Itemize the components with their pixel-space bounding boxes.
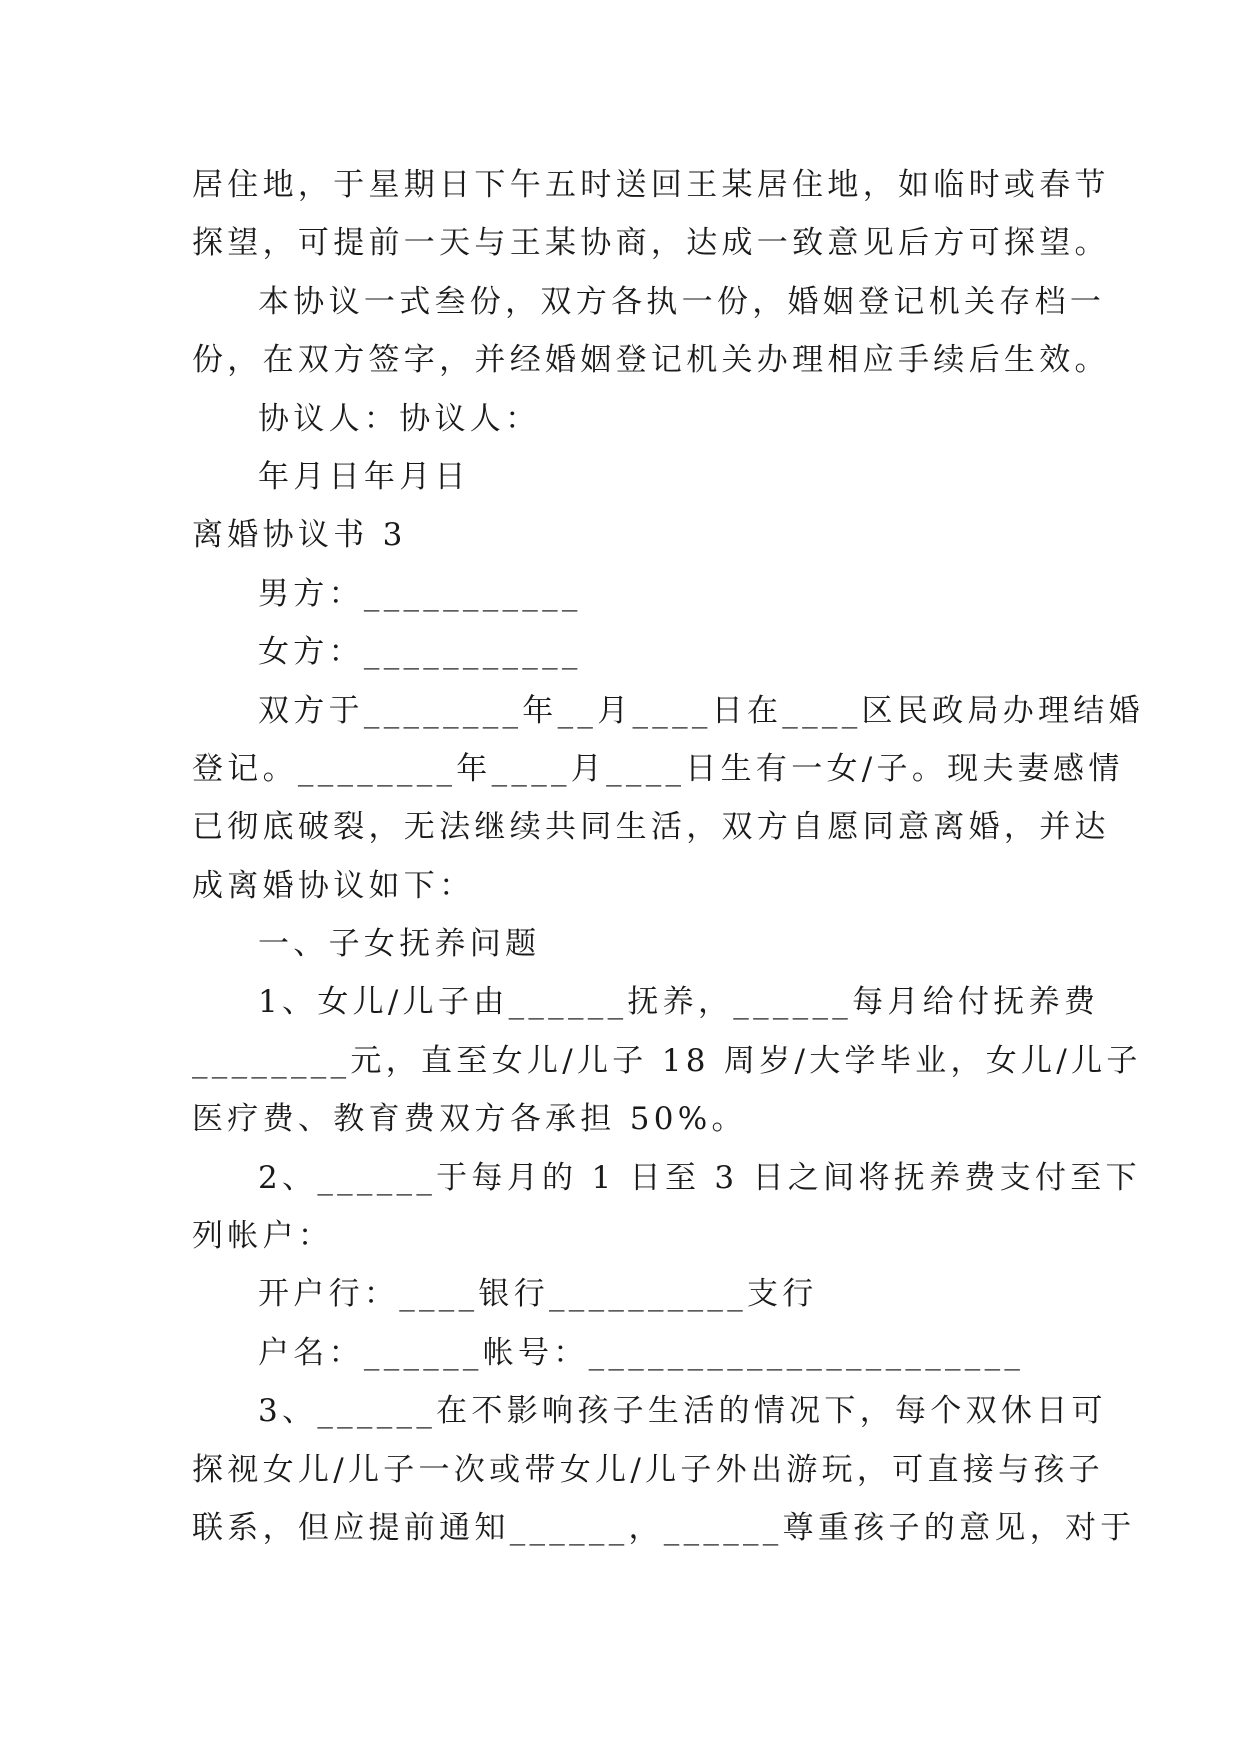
text-line: 本协议一式叁份，双方各执一份，婚姻登记机关存档一 xyxy=(258,283,1106,320)
bank-line: 开户行：____银行__________支行 xyxy=(258,1276,818,1313)
text-line: 居住地，于星期日下午五时送回王某居住地，如临时或春节 xyxy=(192,167,1110,203)
date-line: 年月日年月日 xyxy=(258,458,470,495)
text-line: 联系，但应提前通知______，______尊重孩子的意见，对于 xyxy=(192,1509,1136,1546)
female-party-line: 女方：___________ xyxy=(258,634,582,671)
text-line: 登记。________年____月____日生有一女/子。现夫妻感情 xyxy=(192,750,1124,787)
text-line: 1、女儿/儿子由______抚养，______每月给付抚养费 xyxy=(258,984,1100,1021)
text-line: 探视女儿/儿子一次或带女儿/儿子外出游玩，可直接与孩子 xyxy=(192,1451,1104,1488)
text-line: 3、______在不影响孩子生活的情况下，每个双休日可 xyxy=(258,1393,1107,1430)
text-line: 已彻底破裂，无法继续共同生活，双方自愿同意离婚，并达 xyxy=(192,809,1110,846)
text-line: ________元，直至女儿/儿子 18 周岁/大学毕业，女儿/儿子 xyxy=(192,1042,1142,1079)
account-line: 户名：______帐号：______________________ xyxy=(258,1334,1025,1371)
text-line: 探望，可提前一天与王某协商，达成一致意见后方可探望。 xyxy=(192,225,1110,262)
text-line: 2、______于每月的 1 日至 3 日之间将抚养费支付至下 xyxy=(258,1159,1141,1196)
text-line: 列帐户： xyxy=(192,1218,334,1255)
text-line: 份，在双方签字，并经婚姻登记机关办理相应手续后生效。 xyxy=(192,342,1110,379)
document-body xyxy=(192,156,1144,1557)
text-line: 双方于________年__月____日在____区民政局办理结婚 xyxy=(258,692,1144,729)
male-party-line: 男方：___________ xyxy=(258,575,582,612)
section-title: 离婚协议书 3 xyxy=(192,517,407,554)
clause-heading: 一、子女抚养问题 xyxy=(258,926,541,963)
text-line: 医疗费、教育费双方各承担 50%。 xyxy=(192,1101,747,1138)
signatory-line: 协议人：协议人： xyxy=(258,400,541,437)
text-line: 成离婚协议如下： xyxy=(192,867,475,904)
